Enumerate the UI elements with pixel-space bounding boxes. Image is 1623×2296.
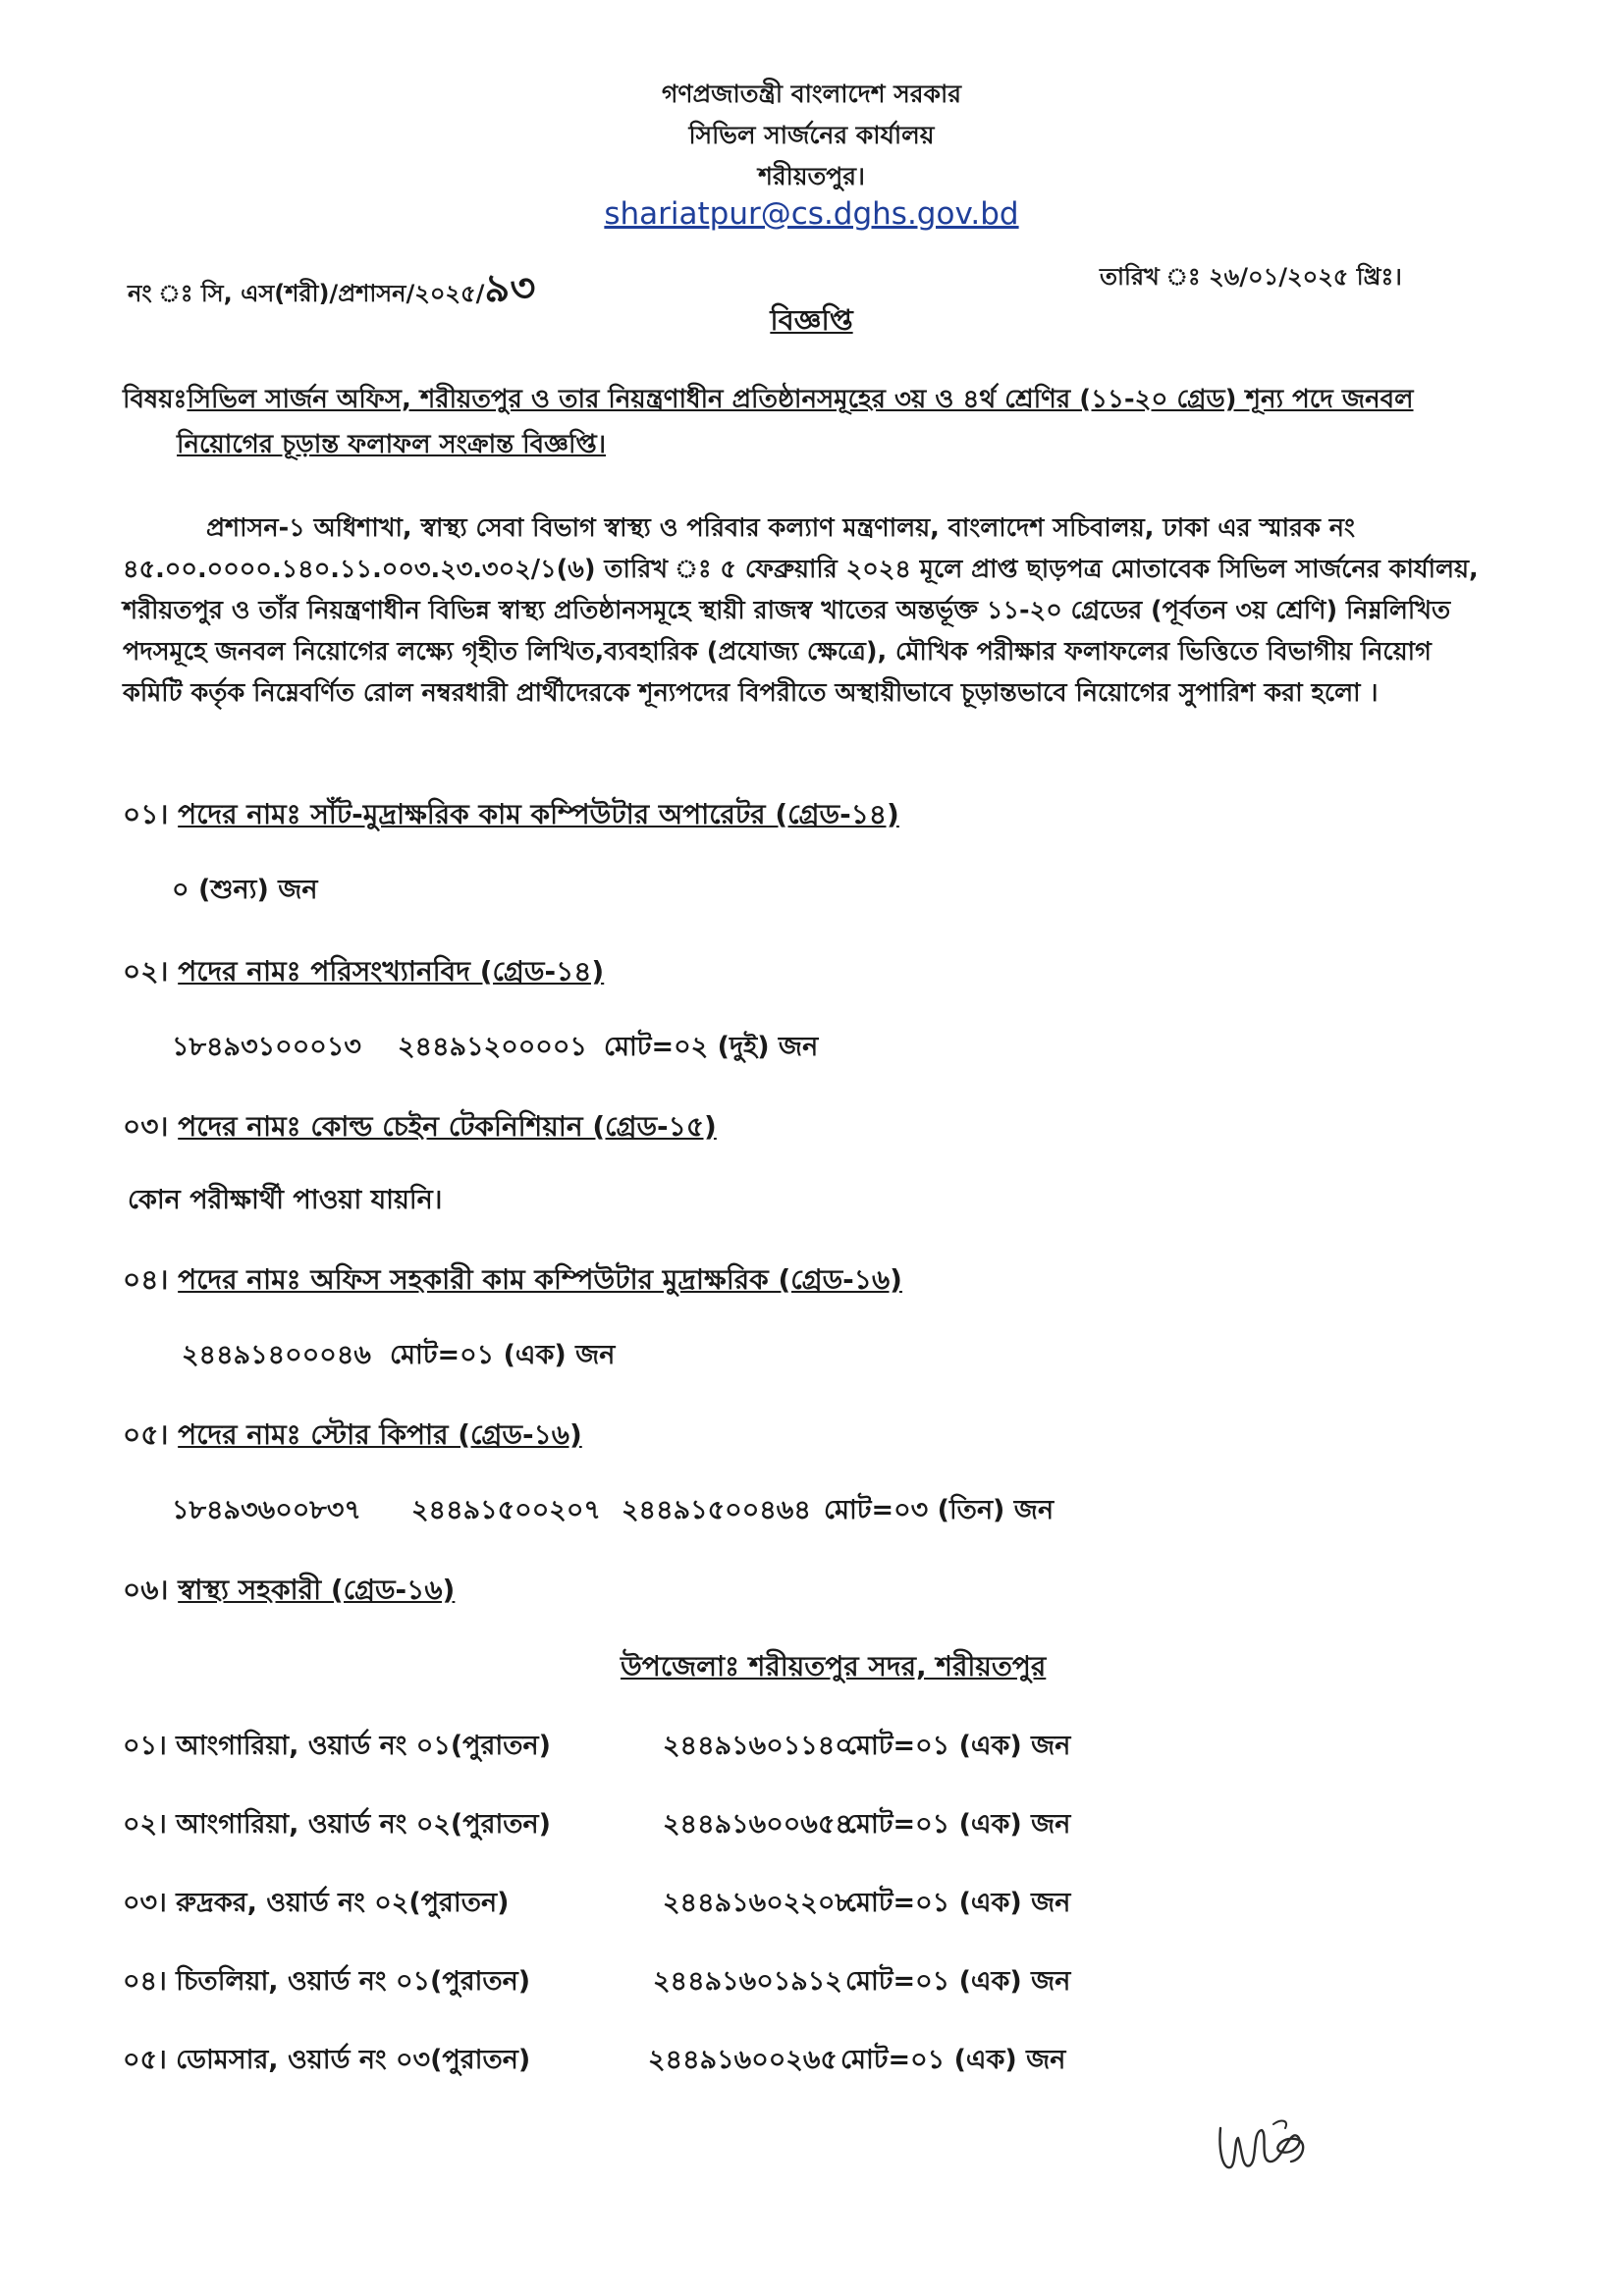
roll-number: ২৪৪৯১৫০০২০৭ <box>411 1495 601 1525</box>
ward-row <box>123 1804 1070 1848</box>
body-line: কমিটি কর্তৃক নিম্নেবর্ণিত রোল নম্বরধারী প্রার্থীদেরকে শূন্যপদের বিপরীতে অস্থায়ীভাবে চূড়ান্তভাবে নিয়োগের সুপারিশ করা হলো । <box>123 678 1379 708</box>
subject-line-2: নিয়োগের চূড়ান্ত ফলাফল সংক্রান্ত বিজ্ঞপ্তি। <box>177 430 607 459</box>
roll-total: মোট=০৩ (তিন) জন <box>824 1495 1055 1525</box>
ward-row <box>123 1726 1070 1770</box>
ward-number: ০২। <box>123 1809 167 1840</box>
subject-label: বিষয়ঃ <box>123 385 188 414</box>
post-result: ০ (শুন্য) জন <box>172 875 318 905</box>
roll-list <box>172 1490 1054 1534</box>
post-result: কোন পরীক্ষার্থী পাওয়া যায়নি। <box>128 1185 443 1215</box>
roll-number: ২৪৪৯১৬০১১৪০ <box>663 1731 852 1761</box>
post-heading <box>123 1414 582 1460</box>
post-name: পদের নামঃ অফিস সহকারী কাম কম্পিউটার মুদ্রাক্ষরিক (গ্রেড-১৬) <box>178 1263 902 1296</box>
roll-number: ১৮৪৯৩১০০০১৩ <box>172 1032 361 1062</box>
roll-total: মোট=০১ (এক) জন <box>845 1731 1071 1761</box>
ward-number: ০১। <box>123 1731 167 1761</box>
post-number: ০১। <box>123 798 169 830</box>
body-line: পদসমূহে জনবল নিয়োগের লক্ষ্যে গৃহীত লিখিত,ব্যবহারিক (প্রযোজ্য ক্ষেত্রে), মৌখিক পরীক্ষার ফলাফলের ভিত্তিতে বিভাগীয় নিয়োগ <box>123 637 1432 667</box>
header-district: শরীয়তপুর। <box>758 162 865 190</box>
roll-number: ১৮৪৯৩৬০০৮৩৭ <box>172 1495 361 1525</box>
email-link[interactable]: shariatpur@cs.dghs.gov.bd <box>604 196 1019 232</box>
post-heading <box>123 1105 717 1151</box>
roll-list <box>172 1027 818 1071</box>
roll-number: ২৪৪৯১৬০০২৬৫ <box>648 2045 838 2075</box>
roll-number: ২৪৪৯১৫০০৪৬৪ <box>622 1495 811 1525</box>
page-title: বিজ্ঞপ্তি <box>770 303 853 337</box>
roll-total: মোট=০১ (এক) জন <box>845 1809 1071 1840</box>
ward-location: চিতলিয়া, ওয়ার্ড নং ০১(পুরাতন) <box>176 1966 531 1997</box>
memo-date: তারিখ ঃ ২৬/০১/২০২৫ খ্রিঃ। <box>1100 263 1402 291</box>
ward-location: আংগারিয়া, ওয়ার্ড নং ০১(পুরাতন) <box>176 1731 551 1761</box>
subject-line-1: সিভিল সার্জন অফিস, শরীয়তপুর ও তার নিয়ন্ত্রণাধীন প্রতিষ্ঠানসমূহের ৩য় ও ৪র্থ শ্রেণির (১১-২০ গ্রেড) শূন্য পদে জনবল <box>187 385 1414 414</box>
post-heading <box>123 1258 902 1305</box>
ward-place <box>123 1961 653 2005</box>
ward-row <box>123 1883 1070 1927</box>
header-office: সিভিল সার্জনের কার্যালয় <box>688 121 935 149</box>
post-name: স্বাস্থ্য সহকারী (গ্রেড-১৬) <box>178 1574 456 1606</box>
post-heading <box>123 793 899 839</box>
post-name: পদের নামঃ স্টোর কিপার (গ্রেড-১৬) <box>178 1418 582 1451</box>
ward-place <box>123 2040 648 2084</box>
ward-row <box>123 1961 1070 2005</box>
ward-location: আংগারিয়া, ওয়ার্ড নং ০২(পুরাতন) <box>176 1809 551 1840</box>
body-line: ৪৫.০০.০০০০.১৪০.১১.০০৩.২৩.৩০২/১(৬) তারিখ ঃ ৫ ফেব্রুয়ারি ২০২৪ মূলে প্রাপ্ত ছাড়পত্র মোতাবেক সিভিল সার্জনের কার্যালয়, <box>123 555 1479 584</box>
ward-number: ০৫। <box>123 2045 167 2075</box>
header-government: গণপ্রজাতন্ত্রী বাংলাদেশ সরকার <box>662 80 961 108</box>
ward-number: ০৪। <box>123 1966 167 1997</box>
post-heading <box>123 1569 455 1615</box>
ward-number: ০৩। <box>123 1888 167 1918</box>
body-line: প্রশাসন-১ অধিশাখা, স্বাস্থ্য সেবা বিভাগ স্বাস্থ্য ও পরিবার কল্যাণ মন্ত্রণালয়, বাংলাদেশ সচিবালয়, ঢাকা এর স্মারক নং <box>206 513 1355 543</box>
roll-number: ২৪৪৯১৬০০৬৫৪ <box>663 1809 852 1840</box>
ward-location: ডোমসার, ওয়ার্ড নং ০৩(পুরাতন) <box>176 2045 531 2075</box>
roll-total: মোট=০১ (এক) জন <box>845 1888 1071 1918</box>
post-name: পদের নামঃ সাঁট-মুদ্রাক্ষরিক কাম কম্পিউটার অপারেটর (গ্রেড-১৪) <box>178 798 899 830</box>
post-heading <box>123 950 604 996</box>
roll-number: ২৪৪৯১২০০০০১ <box>398 1032 587 1062</box>
roll-number: ২৪৪৯১৬০১৯১২ <box>653 1966 842 1997</box>
memo-number: ৯৩ <box>484 266 536 311</box>
post-number: ০৩। <box>123 1110 169 1143</box>
post-number: ০২। <box>123 955 169 988</box>
roll-total: মোট=০১ (এক) জন <box>840 2045 1066 2075</box>
ward-place <box>123 1726 663 1770</box>
ward-place <box>123 1804 663 1848</box>
post-number: ০৪। <box>123 1263 169 1296</box>
upazila-heading <box>621 1645 1046 1691</box>
body-line: শরীয়তপুর ও তাঁর নিয়ন্ত্রণাধীন বিভিন্ন স্বাস্থ্য প্রতিষ্ঠানসমূহে স্থায়ী রাজস্ব খাতের অন্তর্ভূক্ত ১১-২০ গ্রেডের (পূর্বতন ৩য় শ্রেণি) নিম্নলিখিত <box>123 596 1451 625</box>
post-number: ০৬। <box>123 1574 169 1606</box>
post-name: পদের নামঃ কোল্ড চেইন টেকনিশিয়ান (গ্রেড-১৫) <box>178 1110 717 1143</box>
roll-total: মোট=০১ (এক) জন <box>845 1966 1071 1997</box>
subject <box>123 377 1497 467</box>
roll-number: ২৪৪৯১৬০২২০৮ <box>663 1888 852 1918</box>
post-number: ০৫। <box>123 1418 169 1451</box>
post-name: পদের নামঃ পরিসংখ্যানবিদ (গ্রেড-১৪) <box>178 955 605 988</box>
header-email-wrap <box>0 196 1623 232</box>
roll-number: ২৪৪৯১৪০০০৪৬ <box>182 1340 371 1370</box>
ward-place <box>123 1883 663 1927</box>
memo-prefix: নং ঃ সি, এস(শরী)/প্রশাসন/২০২৫/ <box>128 280 485 307</box>
roll-list <box>182 1335 615 1379</box>
upazila-name: উপজেলাঃ শরীয়তপুর সদর, শরীয়তপুর <box>621 1650 1047 1682</box>
roll-total: মোট=০১ (এক) জন <box>390 1340 616 1370</box>
roll-total: মোট=০২ (দুই) জন <box>604 1032 819 1062</box>
ward-location: রুদ্রকর, ওয়ার্ড নং ০২(পুরাতন) <box>176 1888 510 1918</box>
ward-row <box>123 2040 1065 2084</box>
signature <box>1213 2110 1311 2184</box>
